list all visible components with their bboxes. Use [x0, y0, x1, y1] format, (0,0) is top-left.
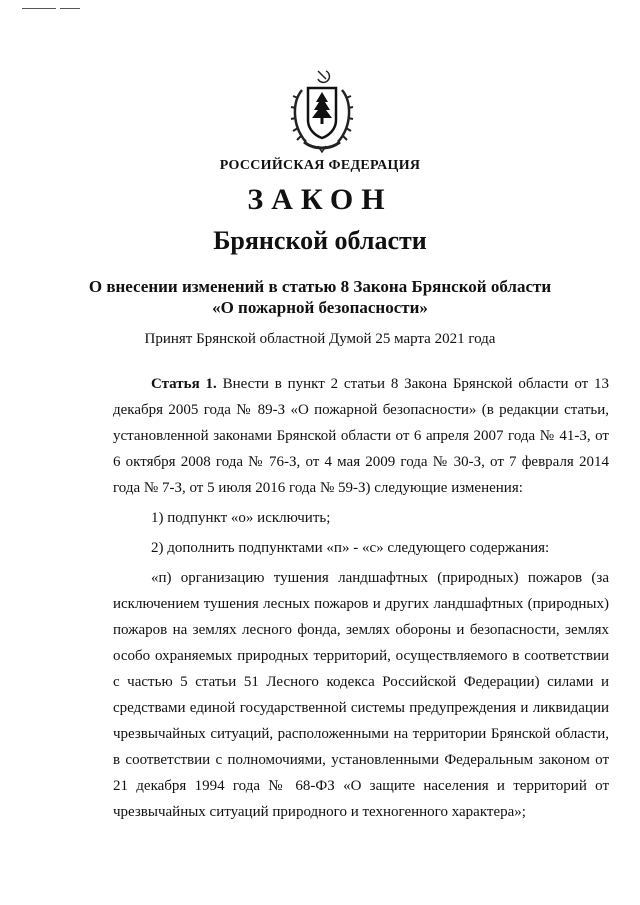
list-item: «п) организацию тушения ландшафтных (природных) пожаров (за исключением тушения лесных пожаров и других ландшафтных (природных) пожаров на землях лесного фонда, землях обороны и безопасности, землях особо охраняемых природных территорий, осуществляемого в соответствии с частью 5 статьи 51 Лесного кодекса Российской Федерации) силами и средствами единой государственной системы предупреждения и ликвидации чрезвычайных ситуаций, расположенными на территории Брянской области, в соответствии с полномочиями, установленными Федеральным законом от 21 декабря 1994 года № 68-ФЗ «О защите населения и территорий от чрезвычайных ситуаций природного и техногенного характера»;	[113, 570, 609, 820]
adoption-note: Принят Брянской областной Думой 25 марта 2021 года	[144, 331, 496, 347]
bryansk-coat-of-arms-icon	[288, 68, 356, 154]
scan-mark-line	[22, 8, 56, 9]
country-heading: РОССИЙСКАЯ ФЕДЕРАЦИЯ	[219, 158, 421, 173]
article-intro: Внести в пункт 2 статьи 8 Закона Брянской области от 13 декабря 2005 года № 89-З «О пожарной безопасности» (в редакции статьи, установленной законами Брянской области от 6 апреля 2007 года № 41-З, от 6 октября 2008 года № 76-З, от 4 мая 2009 года № 30-З, от 7 февраля 2014 года № 7-З, от 5 июля 2016 года № 59-З) следующие изменения:	[113, 376, 610, 496]
document-body	[113, 365, 609, 825]
region-heading: Брянской области	[213, 226, 427, 255]
document-title	[0, 276, 640, 318]
article-label: Статья 1.	[151, 376, 217, 392]
list-item: 2) дополнить подпунктами «п» - «с» следующего содержания:	[151, 540, 550, 556]
scan-mark-line	[60, 8, 80, 9]
title-line: О внесении изменений в статью 8 Закона Брянской области	[88, 277, 552, 296]
title-line: «О пожарной безопасности»	[212, 298, 428, 317]
list-item: 1) подпункт «о» исключить;	[151, 510, 331, 526]
article-paragraph	[113, 371, 609, 501]
document-type-heading: ЗАКОН	[247, 183, 393, 216]
